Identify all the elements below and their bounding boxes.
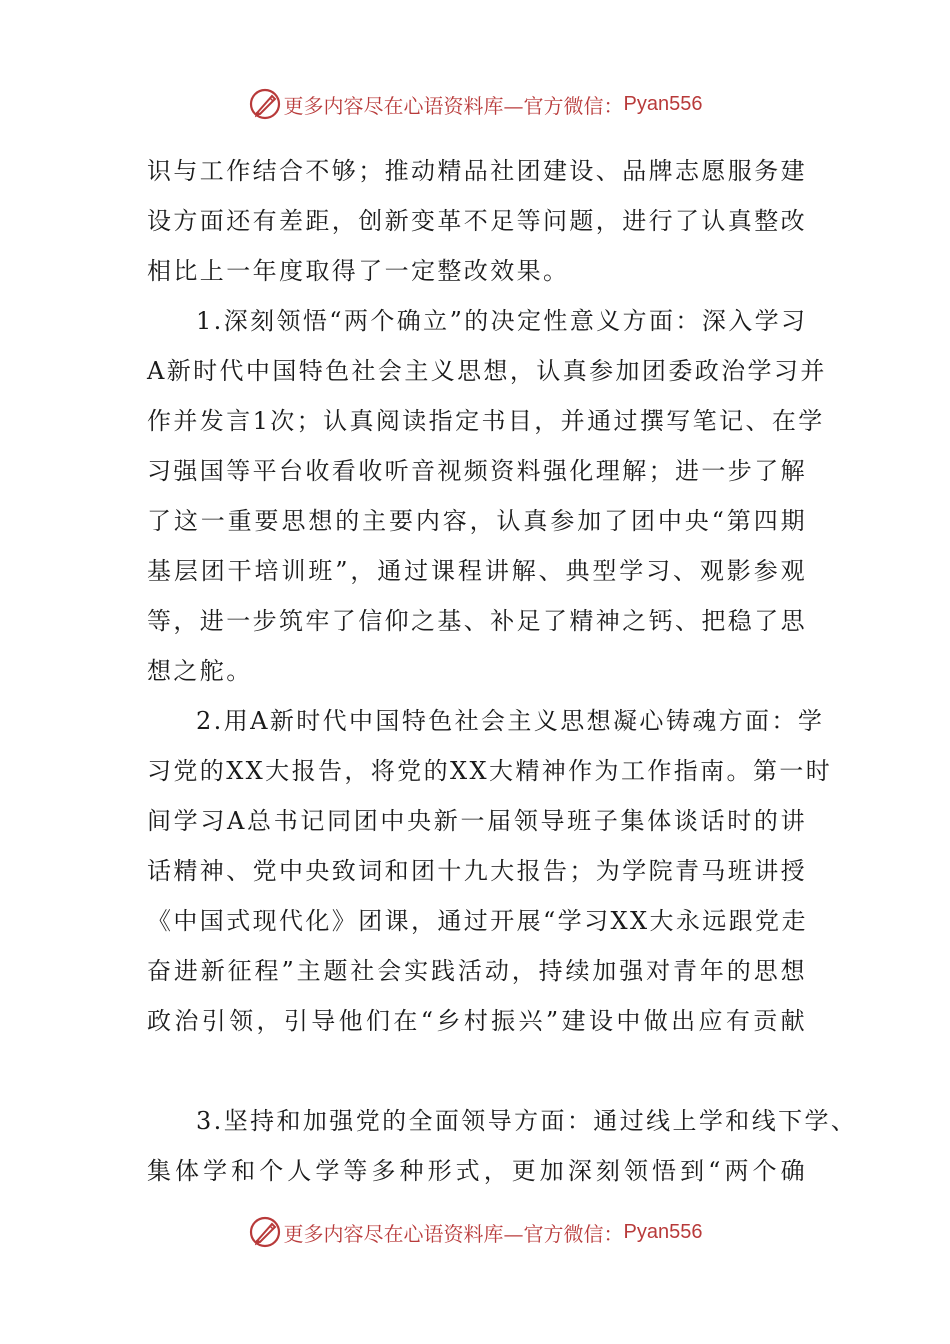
footer-banner	[0, 1212, 950, 1252]
paragraph-3-start: 3.坚持和加强党的全面领导方面：通过线上学和线下学、	[196, 1107, 858, 1135]
paragraph-gap	[147, 1046, 807, 1096]
header-banner	[0, 84, 950, 124]
text-line: 话精神、党中央致词和团十九大报告；为学院青马班讲授	[147, 857, 807, 885]
text-line: 奋进新征程”主题社会实践活动，持续加强对青年的思想	[147, 957, 807, 985]
text-line: 识与工作结合不够；推动精品社团建设、品牌志愿服务建	[147, 157, 807, 185]
text-line: 间学习A总书记同团中央新一届领导班子集体谈话时的讲	[147, 807, 807, 835]
text-line: 相比上一年度取得了一定整改效果。	[147, 257, 570, 285]
text-line: 设方面还有差距，创新变革不足等问题，进行了认真整改	[147, 207, 807, 235]
banner-text: 更多内容尽在心语资料库—官方微信：	[283, 1221, 624, 1246]
text-line: 了这一重要思想的主要内容，认真参加了团中央“第四期	[147, 507, 807, 535]
text-line: 基层团干培训班”，通过课程讲解、典型学习、观影参观	[147, 557, 807, 585]
text-line: 集体学和个人学等多种形式，更加深刻领悟到“两个确	[147, 1157, 807, 1185]
text-line: 等，进一步筑牢了信仰之基、补足了精神之钙、把稳了思	[147, 607, 807, 635]
text-line: 想之舵。	[147, 657, 253, 685]
text-line: 习强国等平台收看收听音视频资料强化理解；进一步了解	[147, 457, 807, 485]
quill-logo-icon	[248, 87, 282, 121]
text-line: 作并发言1次；认真阅读指定书目，并通过撰写笔记、在学	[147, 407, 825, 435]
text-line: 《中国式现代化》团课，通过开展“学习XX大永远跟党走	[147, 907, 808, 935]
paragraph-2-start: 2.用A新时代中国特色社会主义思想凝心铸魂方面：学	[196, 707, 825, 735]
text-line: A新时代中国特色社会主义思想，认真参加团委政治学习并	[147, 357, 827, 385]
text-line: 政治引领，引导他们在“乡村振兴”建设中做出应有贡献	[147, 1007, 807, 1035]
banner-wechat-id: Pyan556	[623, 92, 703, 115]
document-body	[147, 146, 858, 1196]
paragraph-1-start: 1.深刻领悟“两个确立”的决定性意义方面：深入学习	[196, 307, 808, 335]
banner-wechat-id: Pyan556	[623, 1220, 703, 1243]
quill-logo-icon	[248, 1215, 282, 1249]
text-line: 习党的XX大报告，将党的XX大精神作为工作指南。第一时	[147, 757, 833, 785]
banner-text: 更多内容尽在心语资料库—官方微信：	[283, 93, 624, 118]
